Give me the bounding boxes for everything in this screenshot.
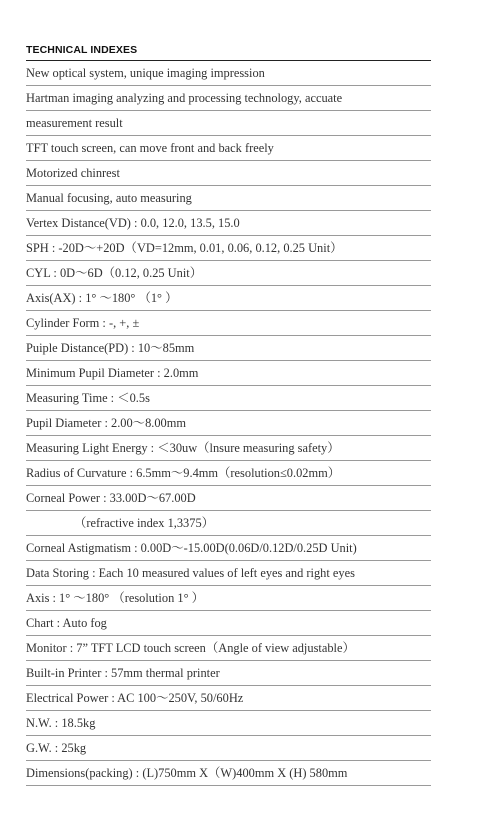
- spec-row: Measuring Light Energy : ＜30uw（lnsure measuring safety）: [26, 436, 431, 461]
- spec-row: CYL : 0D～6D（0.12, 0.25 Unit）: [26, 261, 431, 286]
- spec-sheet: [26, 40, 431, 786]
- spec-row: Dimensions(packing) : (L)750mm X（W)400mm X (H) 580mm: [26, 761, 431, 786]
- spec-row: New optical system, unique imaging impression: [26, 61, 431, 86]
- spec-row: Chart : Auto fog: [26, 611, 431, 636]
- spec-row: Motorized chinrest: [26, 161, 431, 186]
- spec-row: Corneal Astigmatism : 0.00D～-15.00D(0.06D/0.12D/0.25D Unit): [26, 536, 431, 561]
- spec-row: Built-in Printer : 57mm thermal printer: [26, 661, 431, 686]
- spec-row: Axis(AX) : 1° ～180° （1° ）: [26, 286, 431, 311]
- spec-row: Monitor : 7” TFT LCD touch screen（Angle of view adjustable）: [26, 636, 431, 661]
- spec-row: Hartman imaging analyzing and processing technology, accuate: [26, 86, 431, 111]
- spec-row: Corneal Power : 33.00D～67.00D: [26, 486, 431, 511]
- spec-row: SPH : -20D～+20D（VD=12mm, 0.01, 0.06, 0.12, 0.25 Unit）: [26, 236, 431, 261]
- spec-row: Pupil Diameter : 2.00～8.00mm: [26, 411, 431, 436]
- spec-row: Electrical Power : AC 100～250V, 50/60Hz: [26, 686, 431, 711]
- spec-row: N.W. : 18.5kg: [26, 711, 431, 736]
- spec-row: Minimum Pupil Diameter : 2.0mm: [26, 361, 431, 386]
- spec-row: （refractive index 1,3375）: [26, 511, 431, 536]
- spec-row: Data Storing : Each 10 measured values of left eyes and right eyes: [26, 561, 431, 586]
- spec-row: Measuring Time : ＜0.5s: [26, 386, 431, 411]
- spec-row: Manual focusing, auto measuring: [26, 186, 431, 211]
- spec-row: TFT touch screen, can move front and back freely: [26, 136, 431, 161]
- spec-row: measurement result: [26, 111, 431, 136]
- spec-row: Vertex Distance(VD) : 0.0, 12.0, 13.5, 15.0: [26, 211, 431, 236]
- spec-row: G.W. : 25kg: [26, 736, 431, 761]
- spec-row: Cylinder Form : -, +, ±: [26, 311, 431, 336]
- spec-row: Radius of Curvature : 6.5mm～9.4mm（resolution≤0.02mm）: [26, 461, 431, 486]
- section-heading: TECHNICAL INDEXES: [26, 40, 431, 61]
- spec-row: Axis : 1° ～180° （resolution 1° ）: [26, 586, 431, 611]
- spec-row: Puiple Distance(PD) : 10～85mm: [26, 336, 431, 361]
- spec-list: [26, 61, 431, 786]
